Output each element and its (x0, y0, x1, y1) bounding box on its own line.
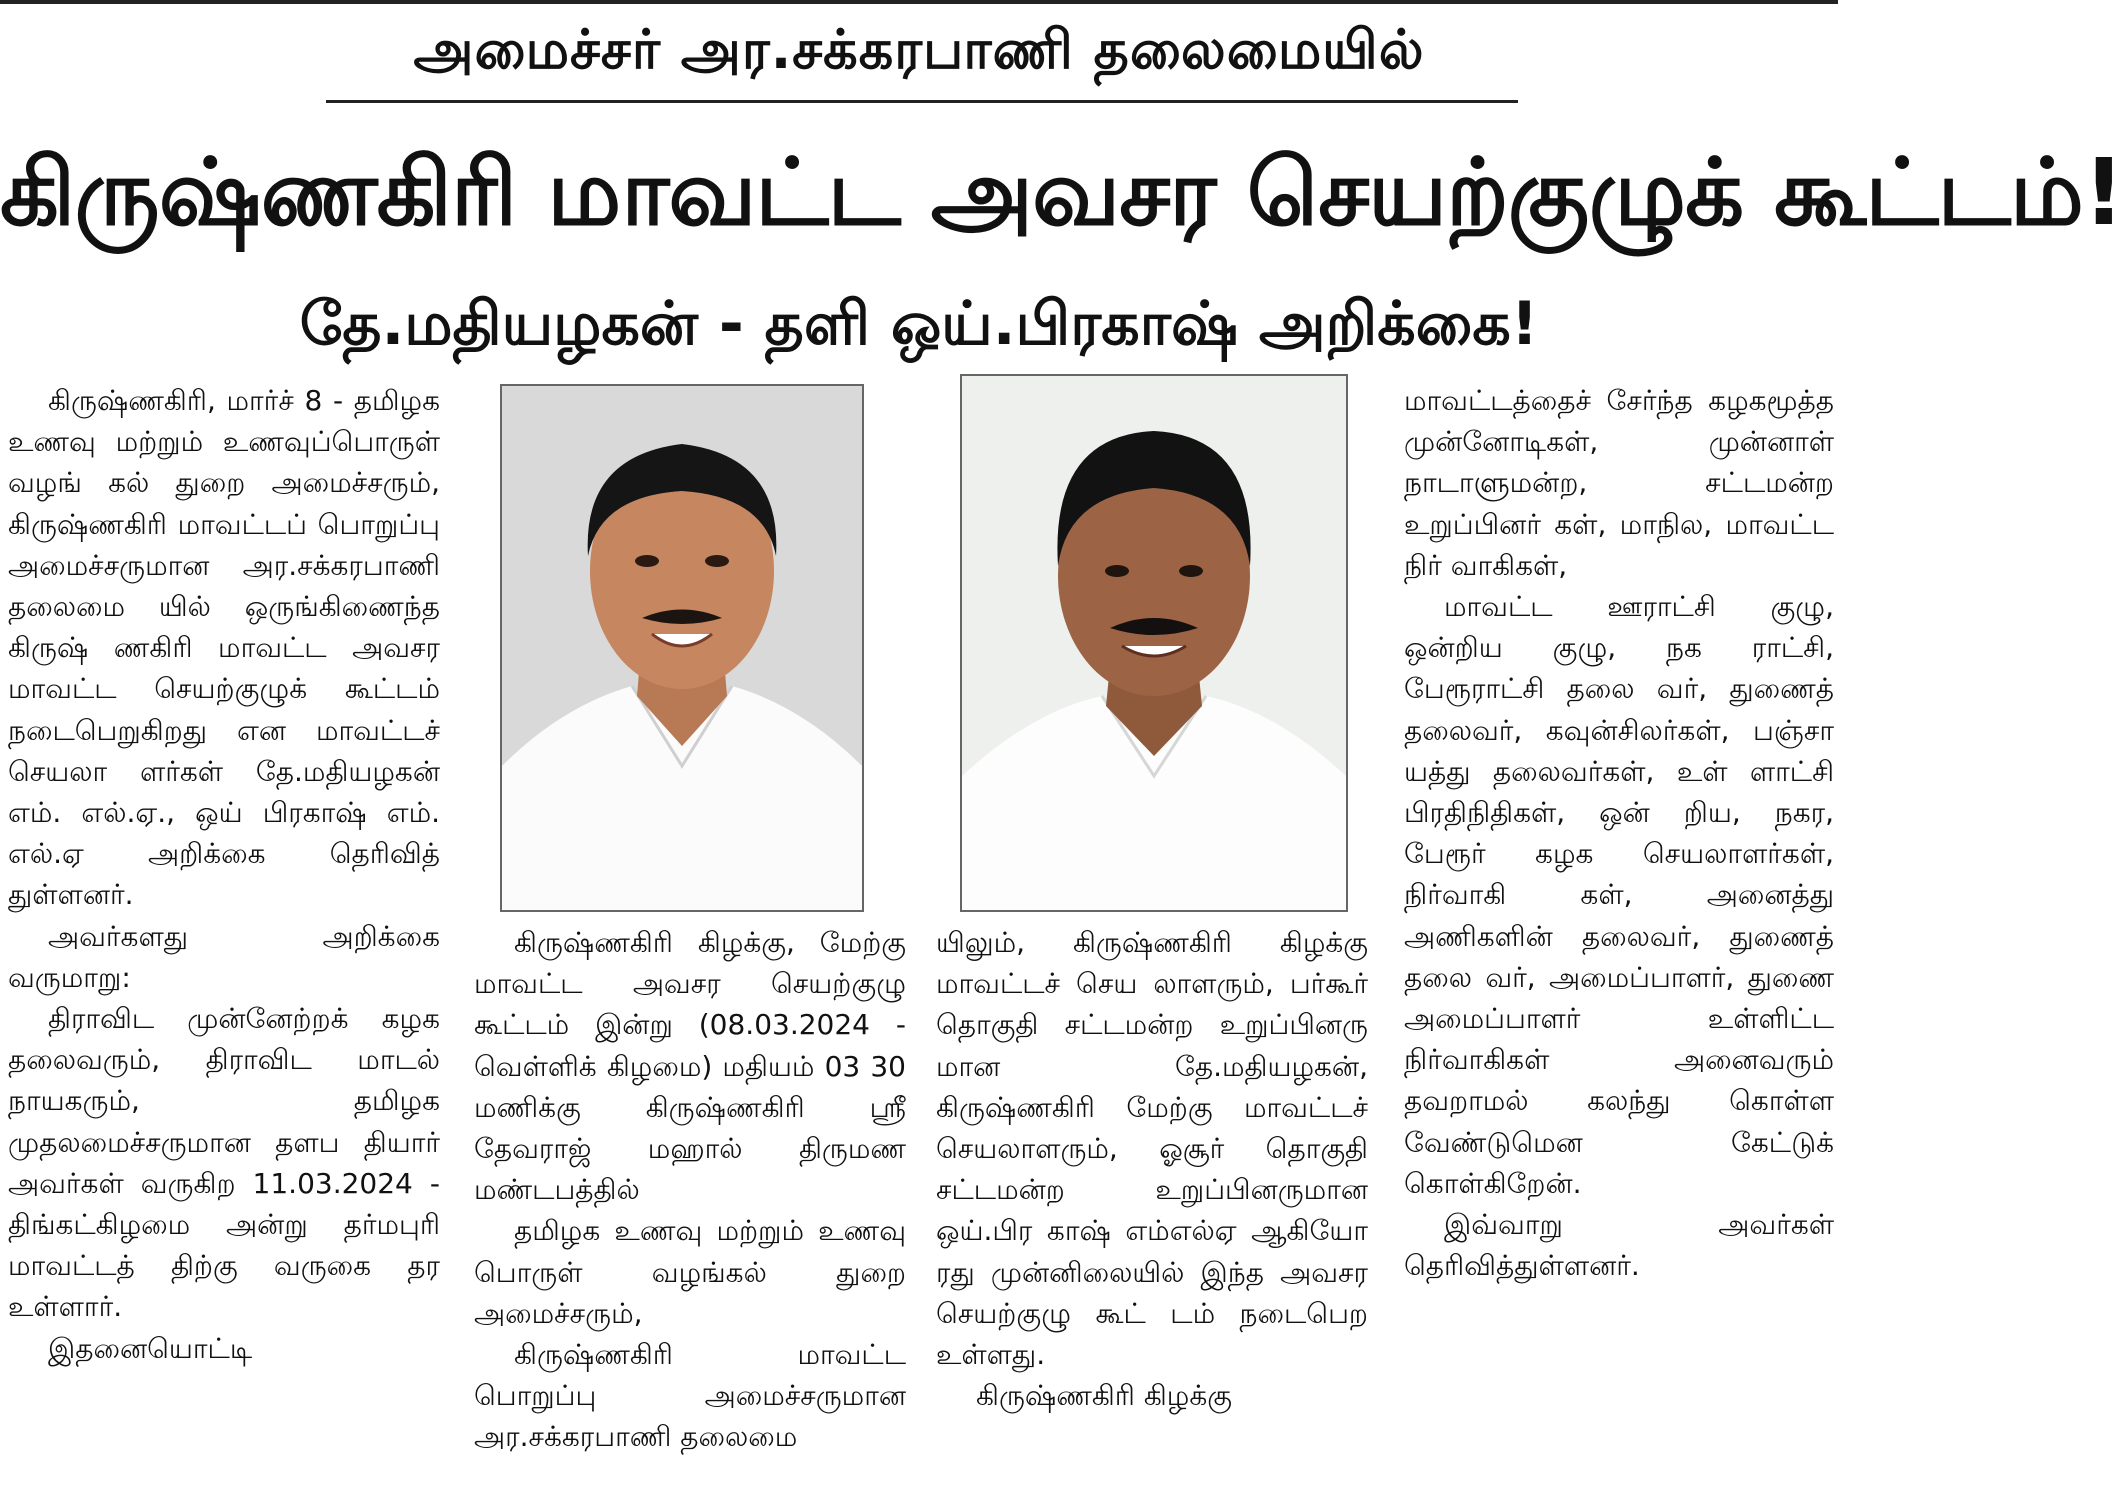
portrait-photo-left (500, 384, 864, 912)
paragraph: மாவட்ட ஊராட்சி குழு, ஒன்றிய குழு, நக ராட்சி, பேரூராட்சி தலை வர், துணைத் தலைவர், கவுன்சிலர்கள், பஞ்சா யத்து தலைவர்கள், உள் ளாட்சி பிரதிநிதிகள், ஒன் றிய, நகர, பேரூர் கழக செயலாளர்கள், நிர்வாகி கள், அனைத்து அணிகளின் தலைவர், துணைத் தலை வர், அமைப்பாளர், துணை அமைப்பாளர் உள்ளிட்ட நிர்வாகிகள் அனைவரும் தவறாமல் கலந்து கொள்ள வேண்டுமென கேட்டுக் கொள்கிறேன். (1404, 590, 1834, 1200)
paragraph: திராவிட முன்னேற்றக் கழக தலைவரும், திராவிட மாடல் நாயகரும், தமிழக முதலமைச்சருமான தளப தியார் அவர்கள் வருகிற 11.03.2024 - திங்கட்கிழமை அன்று தர்மபுரி மாவட்டத் திற்கு வருகை தர உள்ளார். (8, 1002, 440, 1324)
paragraph: கிருஷ்ணகிரி கிழக்கு (976, 1379, 1232, 1413)
paragraph: யிலும், கிருஷ்ணகிரி கிழக்கு மாவட்டச் செய லாளரும், பர்கூர் தொகுதி சட்டமன்ற உறுப்பினரு மான தே.மதியழகன், கிருஷ்ணகிரி மேற்கு மாவட்டச் செயலாளரும், ஓசூர் தொகுதி சட்டமன்ற உறுப்பினருமான ஒய்.பிர காஷ் எம்எல்ஏ ஆகியோ ரது முன்னிலையில் இந்த அவசர செயற்குழு கூட் டம் நடைபெற உள்ளது. (936, 926, 1368, 1372)
portrait-photo-right (960, 374, 1348, 912)
top-rule (0, 0, 1838, 4)
paragraph: மாவட்டத்தைச் சேர்ந்த கழகமூத்த முன்னோடிகள், முன்னாள் நாடாளுமன்ற, சட்டமன்ற உறுப்பினர் கள், மாநில, மாவட்ட நிர் வாகிகள், (1404, 384, 1834, 582)
portrait-man-icon (502, 386, 862, 910)
portrait-man-icon (962, 376, 1346, 910)
sub-headline: தே.மதியழகன் - தளி ஒய்.பிரகாஷ் அறிக்கை! (299, 289, 1539, 359)
main-headline: கிருஷ்ணகிரி மாவட்ட அவசர செயற்குழுக் கூட்டம்! (0, 139, 2124, 246)
paragraph: கிருஷ்ணகிரி கிழக்கு, மேற்கு மாவட்ட அவசர செயற்குழு கூட்டம் இன்று (08.03.2024 - வெள்ளிக் கிழமை) மதியம் 03 30 மணிக்கு கிருஷ்ணகிரி ஸ்ரீ தேவராஜ் மஹால் திருமண மண்டபத்தில் (474, 926, 906, 1207)
paragraph: இவ்வாறு அவர்கள் தெரிவித்துள்ளனர். (1404, 1208, 1834, 1283)
kicker-headline: அமைச்சர் அர.சக்கரபாணி தலைமையில் (413, 18, 1425, 81)
article-column-4 (1404, 380, 1834, 1508)
article-column-2 (474, 922, 906, 1508)
paragraph: இதனையொட்டி (48, 1331, 253, 1365)
kicker-underline (326, 100, 1518, 103)
paragraph: கிருஷ்ணகிரி மாவட்ட பொறுப்பு அமைச்சருமான அர.சக்கரபாணி தலைமை (474, 1338, 906, 1454)
paragraph: அவர்களது அறிக்கை வருமாறு: (8, 919, 440, 994)
article-column-3 (936, 922, 1368, 1508)
paragraph: தமிழக உணவு மற்றும் உணவு பொருள் வழங்கல் துறை அமைச்சரும், (474, 1214, 906, 1330)
paragraph: கிருஷ்ணகிரி, மார்ச் 8 - தமிழக உணவு மற்றும் உணவுப்பொருள் வழங் கல் துறை அமைச்சரும், கிருஷ்ணகிரி மாவட்டப் பொறுப்பு அமைச்சருமான அர.சக்கரபாணி தலைமை யில் ஒருங்கிணைந்த கிருஷ் ணகிரி மாவட்ட அவசர மாவட்ட செயற்குழுக் கூட்டம் நடைபெறுகிறது என மாவட்டச் செயலா ளர்கள் தே.மதியழகன் எம். எல்.ஏ., ஒய் பிரகாஷ் எம். எல்.ஏ அறிக்கை தெரிவித் துள்ளனர். (8, 384, 440, 912)
article-column-1 (8, 380, 440, 1508)
